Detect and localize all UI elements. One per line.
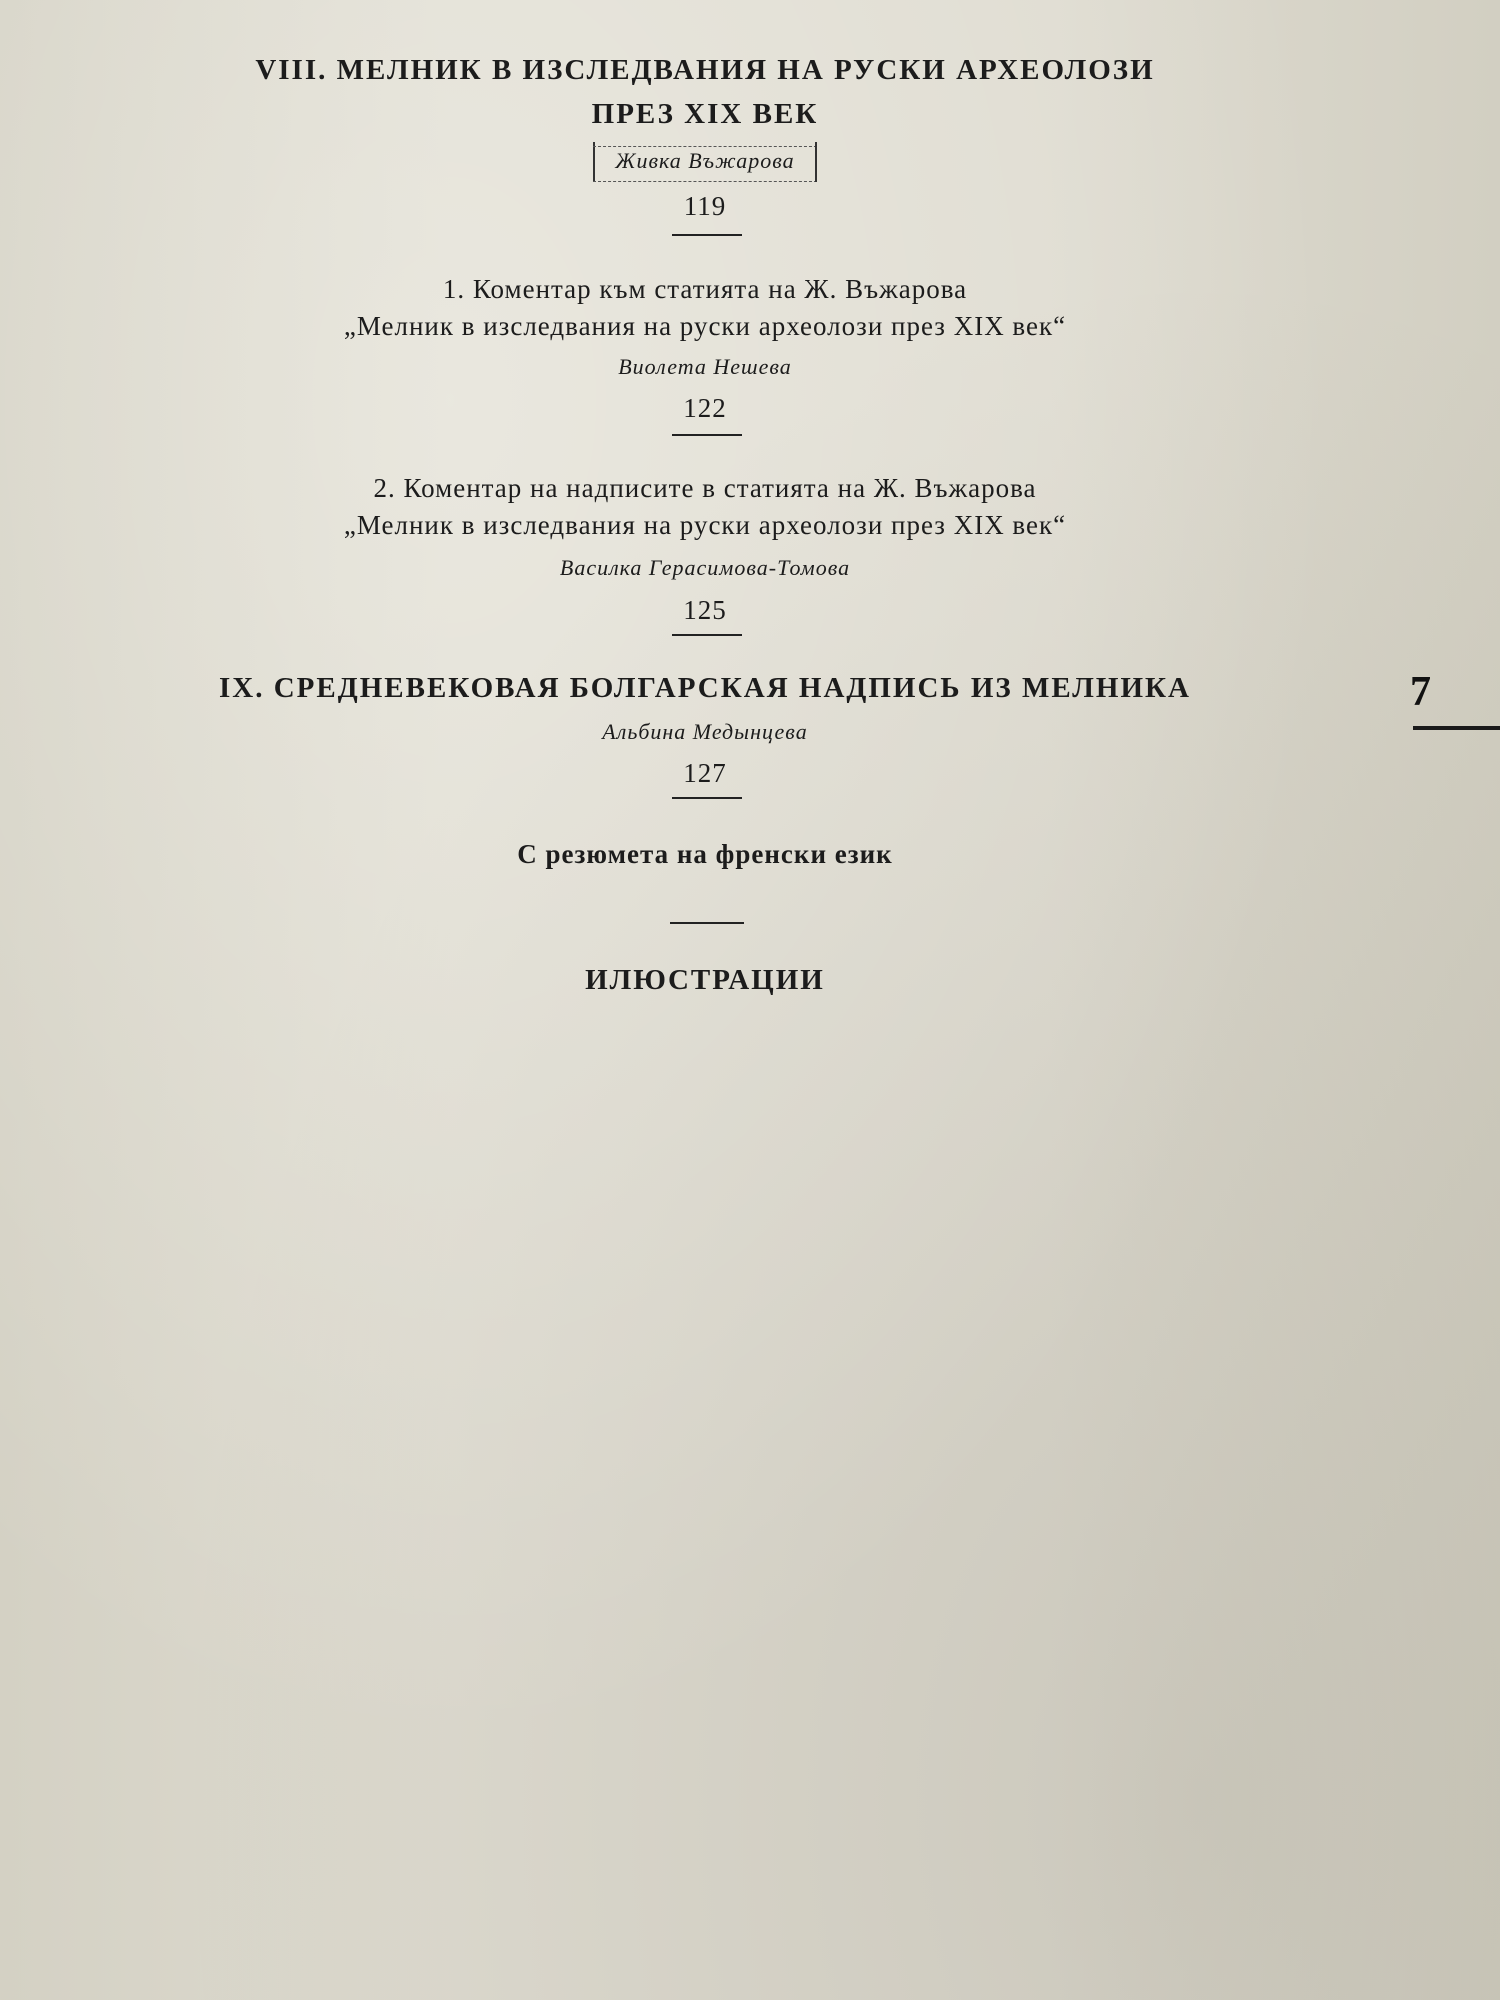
illustrations-heading: ИЛЮСТРАЦИИ <box>585 964 825 996</box>
comment-2-author: Василка Герасимова-Томова <box>559 555 851 580</box>
section-ix-title: IX. СРЕДНЕВЕКОВАЯ БОЛГАРСКАЯ НАДПИСЬ ИЗ МЕЛНИКА <box>219 672 1191 704</box>
comment-1-divider <box>672 434 742 436</box>
author-box-top-dash <box>593 146 816 147</box>
section-ix-divider <box>672 797 742 799</box>
summary-note: С резюмета на френски език <box>517 839 893 869</box>
section-ix-page-number: 127 <box>683 758 727 788</box>
comment-2-title <box>180 470 1230 544</box>
section-viii-author-text: Живка Въжарова <box>615 148 795 173</box>
section-viii-author-row <box>180 146 1230 176</box>
comment-1-line1: 1. Коментар към статията на Ж. Въжарова <box>442 274 968 304</box>
comment-1-page-number: 122 <box>683 393 727 423</box>
section-viii-page-number: 119 <box>683 191 727 221</box>
comment-1-title <box>180 271 1230 345</box>
comment-2-page-number: 125 <box>683 595 727 625</box>
comment-1-author: Виолета Нешева <box>618 354 792 379</box>
section-viii-divider <box>672 234 742 236</box>
section-viii-title-line1: VIII. МЕЛНИК В ИЗСЛЕДВАНИЯ НА РУСКИ АРХЕОЛОЗИ <box>255 54 1155 86</box>
side-page-number: 7 <box>1410 669 1431 715</box>
comment-2-divider <box>672 634 742 636</box>
section-viii-author <box>593 146 816 176</box>
section-viii-title-line2: ПРЕЗ XIX ВЕК <box>591 98 819 130</box>
comment-2-line1: 2. Коментар на надписите в статията на Ж. Въжарова <box>373 473 1037 503</box>
comment-1-line2: „Мелник в изследвания на руски археолози през XIX век“ <box>343 311 1067 341</box>
section-viii-title <box>180 48 1230 136</box>
section-ix-author: Альбина Медынцева <box>602 719 808 744</box>
illustrations-top-divider <box>670 922 744 924</box>
side-page-rule <box>1413 726 1500 730</box>
author-box-bottom-dash <box>593 181 816 182</box>
comment-2-line2: „Мелник в изследвания на руски археолози през XIX век“ <box>343 510 1067 540</box>
